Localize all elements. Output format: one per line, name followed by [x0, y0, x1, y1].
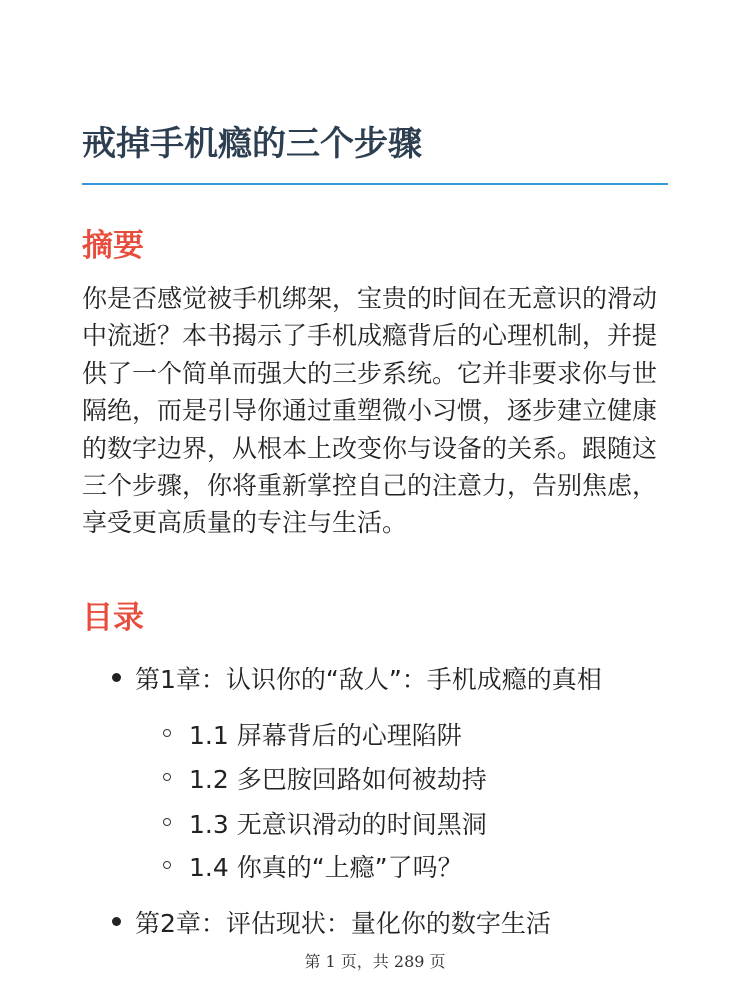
bullet-disc-icon — [112, 673, 121, 682]
bullet-circle-icon — [163, 773, 171, 781]
summary-heading: 摘要 — [82, 228, 144, 264]
toc-chapter-label: 第2章：评估现状：量化你的数字生活 — [135, 909, 551, 938]
toc-heading: 目录 — [82, 600, 144, 636]
bullet-circle-icon — [163, 818, 171, 826]
toc-section-label: 1.2 多巴胺回路如何被劫持 — [189, 765, 487, 794]
toc-section-label: 1.3 无意识滑动的时间黑洞 — [189, 810, 487, 839]
document-title: 戒掉手机瘾的三个步骤 — [82, 124, 422, 164]
page-footer: 第 1 页，共 289 页 — [304, 952, 446, 971]
toc-section-label: 1.4 你真的“上瘾”了吗？ — [189, 853, 463, 882]
bullet-disc-icon — [112, 917, 121, 926]
toc-chapter-label: 第1章：认识你的“敌人”：手机成瘾的真相 — [135, 665, 602, 694]
summary-paragraph: 你是否感觉被手机绑架，宝贵的时间在无意识的滑动中流逝？本书揭示了手机成瘾背后的心理机制，并提供了一个简单而强大的三步系统。它并非要求你与世隔绝，而是引导你通过重塑微小习惯，逐步建立健康的数字边界，从根本上改变你与设备的关系。跟随这三个步骤，你将重新掌控自己的注意力，告别焦虑，享受更高质量的专注与生活。 — [82, 284, 658, 538]
bullet-circle-icon — [163, 861, 171, 869]
toc-section-label: 1.1 屏幕背后的心理陷阱 — [189, 721, 462, 750]
title-divider — [82, 183, 668, 185]
bullet-circle-icon — [163, 729, 171, 737]
